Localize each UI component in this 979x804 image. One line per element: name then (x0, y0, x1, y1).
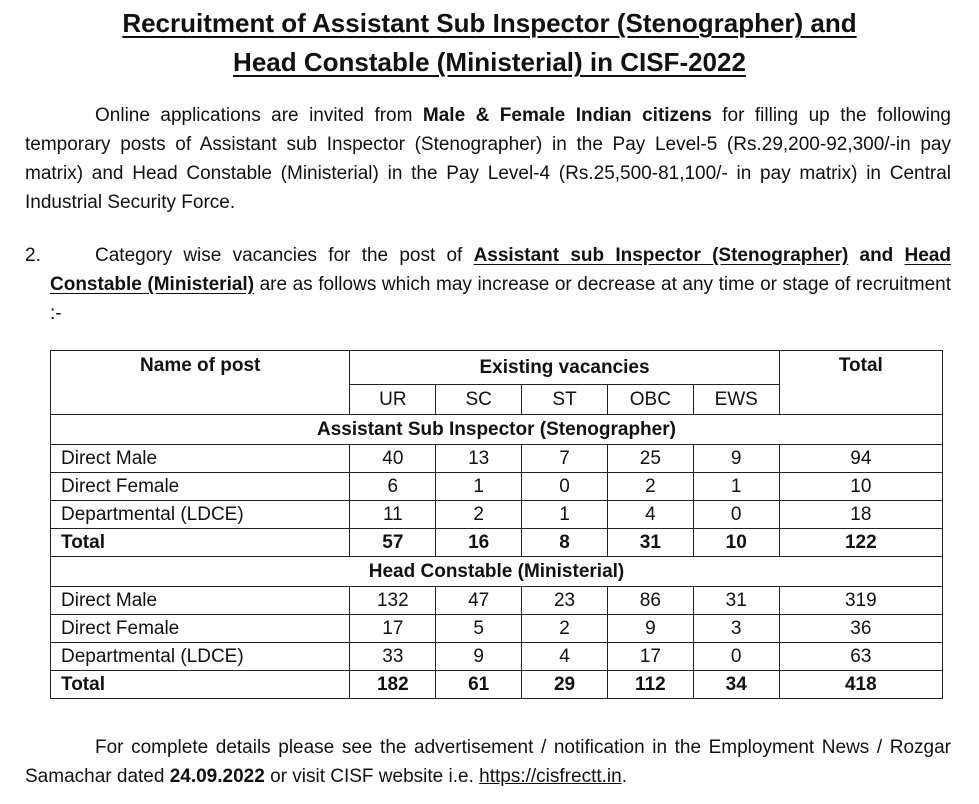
cell-sc: 61 (436, 671, 522, 699)
cell-total: 36 (779, 615, 942, 643)
cell-ews: 9 (693, 445, 779, 473)
cell-st: 4 (522, 643, 608, 671)
section-title: Assistant Sub Inspector (Stenographer) (51, 415, 943, 445)
cell-total: 63 (779, 643, 942, 671)
cell-sc: 1 (436, 473, 522, 501)
intro-emphasis: Male & Female Indian citizens (422, 105, 712, 126)
row-post-name: Direct Female (51, 473, 350, 501)
cell-ur: 17 (350, 615, 436, 643)
intro-text-end: for filling up the following temporary posts of Assistant sub Inspector (Stenographer) in the Pay Level-5 (Rs.29,200-92,300/-in pay matrix) and Head Constable (Ministerial) in the Pay Level-4 (Rs.25,500-81,100/- in pay matrix) in Central Industrial Security Force. (25, 105, 951, 213)
title-line-2: Head Constable (Ministerial) in CISF-2022 (233, 47, 746, 77)
footer-text-end: . (621, 766, 627, 787)
cell-total: 18 (779, 501, 942, 529)
table-row (51, 445, 943, 473)
header-total: Total (779, 351, 942, 415)
header-category-obc: OBC (607, 385, 693, 415)
footer-date: 24.09.2022 (169, 766, 265, 787)
cell-ews: 34 (693, 671, 779, 699)
vacancy-text-end: are as follows which may increase or decrease at any time or stage of recruitment :- (50, 274, 951, 324)
page-title (0, 4, 979, 82)
cell-total: 418 (779, 671, 942, 699)
cell-ur: 6 (350, 473, 436, 501)
vacancy-and: and (848, 245, 905, 266)
cell-ews: 31 (693, 587, 779, 615)
cell-obc: 4 (607, 501, 693, 529)
cell-sc: 13 (436, 445, 522, 473)
table-total-row (51, 529, 943, 557)
cisf-website-link[interactable]: https://cisfrectt.in (479, 766, 622, 787)
header-category-ews: EWS (693, 385, 779, 415)
intro-paragraph (25, 101, 951, 217)
cell-ur: 40 (350, 445, 436, 473)
footer-text-start: For complete details please see the advertisement / notification in the Employment News / Rozgar Samachar dated (25, 737, 951, 787)
section-row (51, 557, 943, 587)
row-post-name: Direct Male (51, 587, 350, 615)
cell-ur: 11 (350, 501, 436, 529)
cell-ews: 1 (693, 473, 779, 501)
cell-ews: 0 (693, 501, 779, 529)
cell-obc: 31 (607, 529, 693, 557)
cell-ur: 33 (350, 643, 436, 671)
cell-obc: 9 (607, 615, 693, 643)
table-row (51, 615, 943, 643)
cell-obc: 86 (607, 587, 693, 615)
cell-sc: 2 (436, 501, 522, 529)
cell-ews: 3 (693, 615, 779, 643)
table-row (51, 643, 943, 671)
row-post-name: Departmental (LDCE) (51, 501, 350, 529)
section-row (51, 415, 943, 445)
section-title: Head Constable (Ministerial) (51, 557, 943, 587)
row-post-name: Total (51, 529, 350, 557)
cell-sc: 5 (436, 615, 522, 643)
cell-ur: 182 (350, 671, 436, 699)
row-post-name: Total (51, 671, 350, 699)
cell-obc: 17 (607, 643, 693, 671)
cell-total: 94 (779, 445, 942, 473)
table-row (51, 501, 943, 529)
point-number: 2. (25, 245, 41, 266)
header-category-sc: SC (436, 385, 522, 415)
post-name-asi: Assistant sub Inspector (Stenographer) (473, 245, 849, 266)
table-total-row (51, 671, 943, 699)
header-name-of-post: Name of post (51, 351, 350, 415)
header-category-st: ST (522, 385, 608, 415)
post-name-hc: Head Constable (Ministerial) (50, 245, 951, 295)
cell-sc: 16 (436, 529, 522, 557)
cell-sc: 9 (436, 643, 522, 671)
cell-obc: 112 (607, 671, 693, 699)
vacancy-table (50, 350, 943, 699)
cell-total: 10 (779, 473, 942, 501)
row-post-name: Direct Female (51, 615, 350, 643)
cell-st: 8 (522, 529, 608, 557)
vacancy-text-start: Category wise vacancies for the post of (95, 245, 474, 266)
row-post-name: Direct Male (51, 445, 350, 473)
cell-ur: 57 (350, 529, 436, 557)
footer-paragraph (25, 733, 951, 791)
cell-st: 0 (522, 473, 608, 501)
cell-st: 2 (522, 615, 608, 643)
cell-sc: 47 (436, 587, 522, 615)
cell-total: 122 (779, 529, 942, 557)
vacancy-paragraph (50, 241, 951, 328)
cell-obc: 2 (607, 473, 693, 501)
cell-ur: 132 (350, 587, 436, 615)
title-line-1: Recruitment of Assistant Sub Inspector (Stenographer) and (122, 8, 857, 38)
row-post-name: Departmental (LDCE) (51, 643, 350, 671)
cell-st: 7 (522, 445, 608, 473)
table-row (51, 473, 943, 501)
header-category-ur: UR (350, 385, 436, 415)
cell-ews: 10 (693, 529, 779, 557)
cell-st: 29 (522, 671, 608, 699)
cell-st: 23 (522, 587, 608, 615)
cell-ews: 0 (693, 643, 779, 671)
cell-total: 319 (779, 587, 942, 615)
table-row (51, 587, 943, 615)
cell-obc: 25 (607, 445, 693, 473)
intro-text-start: Online applications are invited from (95, 105, 423, 126)
footer-text-middle: or visit CISF website i.e. (264, 766, 480, 787)
header-existing-vacancies: Existing vacancies (350, 351, 779, 385)
cell-st: 1 (522, 501, 608, 529)
